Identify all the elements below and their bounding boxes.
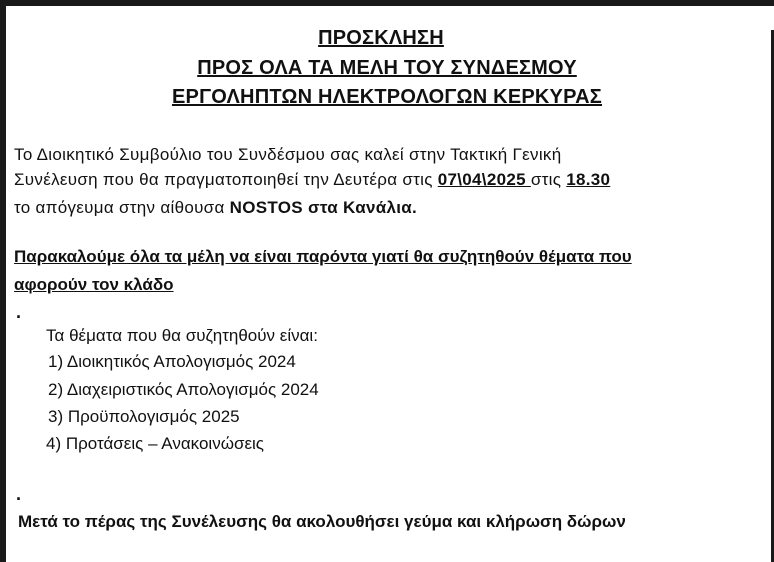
separator-dot: . (16, 302, 22, 322)
association-name: ΕΡΓΟΛΗΠΤΩΝ ΗΛΕΚΤΡΟΛΟΓΩΝ ΚΕΡΚΥΡΑΣ (171, 86, 602, 108)
left-border (0, 0, 6, 562)
document-subtitle: ΠΡΟΣ ΟΛΑ ΤΑ ΜΕΛΗ ΤΟΥ ΣΥΝΔΕΣΜΟΥ (197, 57, 577, 79)
attendance-notice-line-1: Παρακαλούμε όλα τα μέλη να είναι παρόντα γιατί θα συζητηθούν θέματα που (14, 247, 632, 266)
intro-text-venue-prefix: το απόγευμα στην αίθουσα (14, 198, 230, 217)
topic-item: 4) Προτάσεις – Ανακοινώσεις (46, 434, 265, 453)
intro-line-3 (14, 198, 417, 218)
topic-item: 1) Διοικητικός Απολογισμός 2024 (48, 352, 296, 371)
intro-text: Συνέλευση που θα πραγματοποιηθεί την Δευτέρα στις (14, 170, 438, 189)
separator-dot: . (16, 484, 22, 504)
closing-note: Μετά το πέρας της Συνέλευσης θα ακολουθήσει γεύμα και κλήρωση δώρων (18, 512, 626, 531)
attendance-notice-line-2: αφορούν τον κλάδο (14, 275, 174, 294)
topics-heading: Τα θέματα που θα συζητηθούν είναι: (46, 326, 318, 345)
meeting-venue: NOSTOS στα Κανάλια. (229, 198, 418, 217)
meeting-time: 18.30 (566, 170, 611, 189)
topic-item: 2) Διαχειριστικός Απολογισμός 2024 (48, 380, 319, 399)
meeting-date: 07\04\2025 (437, 170, 531, 189)
intro-line-1: Το Διοικητικό Συμβούλιο του Συνδέσμου σας καλεί στην Τακτική Γενική (14, 145, 562, 164)
topic-item: 3) Προϋπολογισμός 2025 (48, 407, 240, 426)
intro-text-mid: στις (530, 170, 567, 189)
document-title: ΠΡΟΣΚΛΗΣΗ (318, 27, 444, 49)
top-border (0, 0, 774, 6)
intro-line-2 (14, 170, 610, 190)
